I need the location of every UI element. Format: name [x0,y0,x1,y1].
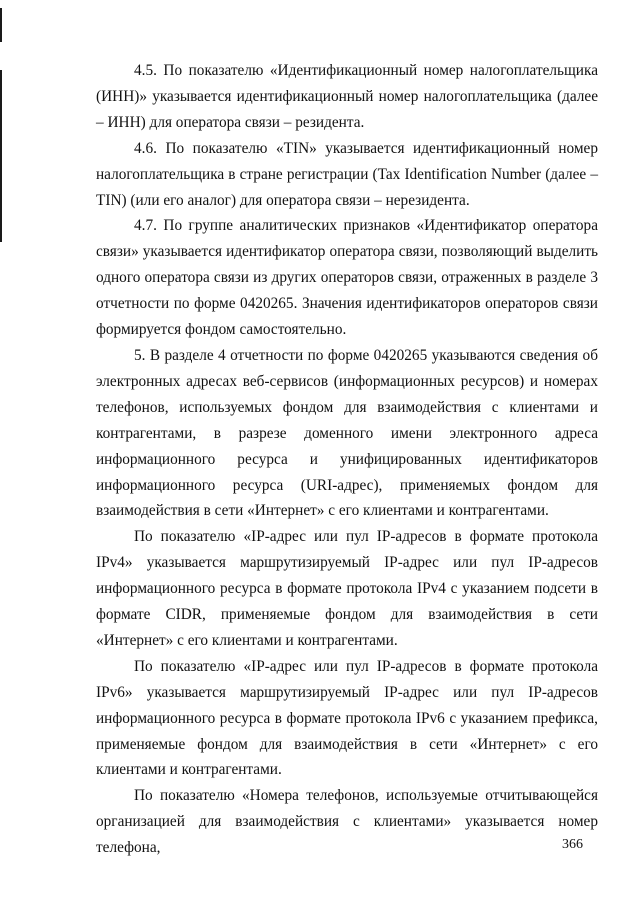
paragraph-phone-numbers: По показателю «Номера телефонов, используемые отчитывающейся организацией для взаимодействия с клиентами» указывается номер телефона, [96,787,598,857]
paragraph-4-6: 4.6. По показателю «TIN» указывается идентификационный номер налогоплательщика в стране регистрации (Tax Identification Number (далее – TIN) (или его аналог) для оператора связи – нерезидента. [96,139,598,209]
scan-margin-line [0,8,2,42]
document-body [96,58,598,861]
paragraph-5: 5. В разделе 4 отчетности по форме 0420265 указываются сведения об электронных адресах веб-сервисов (информационных ресурсов) и номерах телефонов, используемых фондом для взаимодействия с клиентами и контрагентами, в разрезе доменного имени электронного адреса информационного ресурса и унифицированных идентификаторов информационного ресурса (URI-адрес), применяемых фондом для взаимодействия в сети «Интернет» с его клиентами и контрагентами. [96,346,598,520]
page-number: 366 [562,837,583,852]
scan-margin-line [0,70,2,242]
paragraph-4-7: 4.7. По группе аналитических признаков «Идентификатор оператора связи» указывается идентификатор оператора связи, позволяющий выделить одного оператора связи из других операторов связи, отраженных в разделе 3 отчетности по форме 0420265. Значения идентификаторов операторов связи формируется фондом самостоятельно. [96,217,598,339]
paragraph-ipv4: По показателю «IP-адрес или пул IP-адресов в формате протокола IPv4» указывается маршрутизируемый IP-адрес или пул IP-адресов информационного ресурса в формате протокола IPv4 с указанием подсети в формате CIDR, применяемые фондом для взаимодействия в сети «Интернет» с его клиентами и контрагентами. [96,528,598,649]
paragraph-4-5: 4.5. По показателю «Идентификационный номер налогоплательщика (ИНН)» указывается идентификационный номер налогоплательщика (далее – ИНН) для оператора связи – резидента. [96,62,598,131]
paragraph-ipv6: По показателю «IP-адрес или пул IP-адресов в формате протокола IPv6» указывается маршрутизируемый IP-адрес или пул IP-адресов информационного ресурса в формате протокола IPv6 с указанием префикса, применяемые фондом для взаимодействия в сети «Интернет» с его клиентами и контрагентами. [96,657,598,779]
